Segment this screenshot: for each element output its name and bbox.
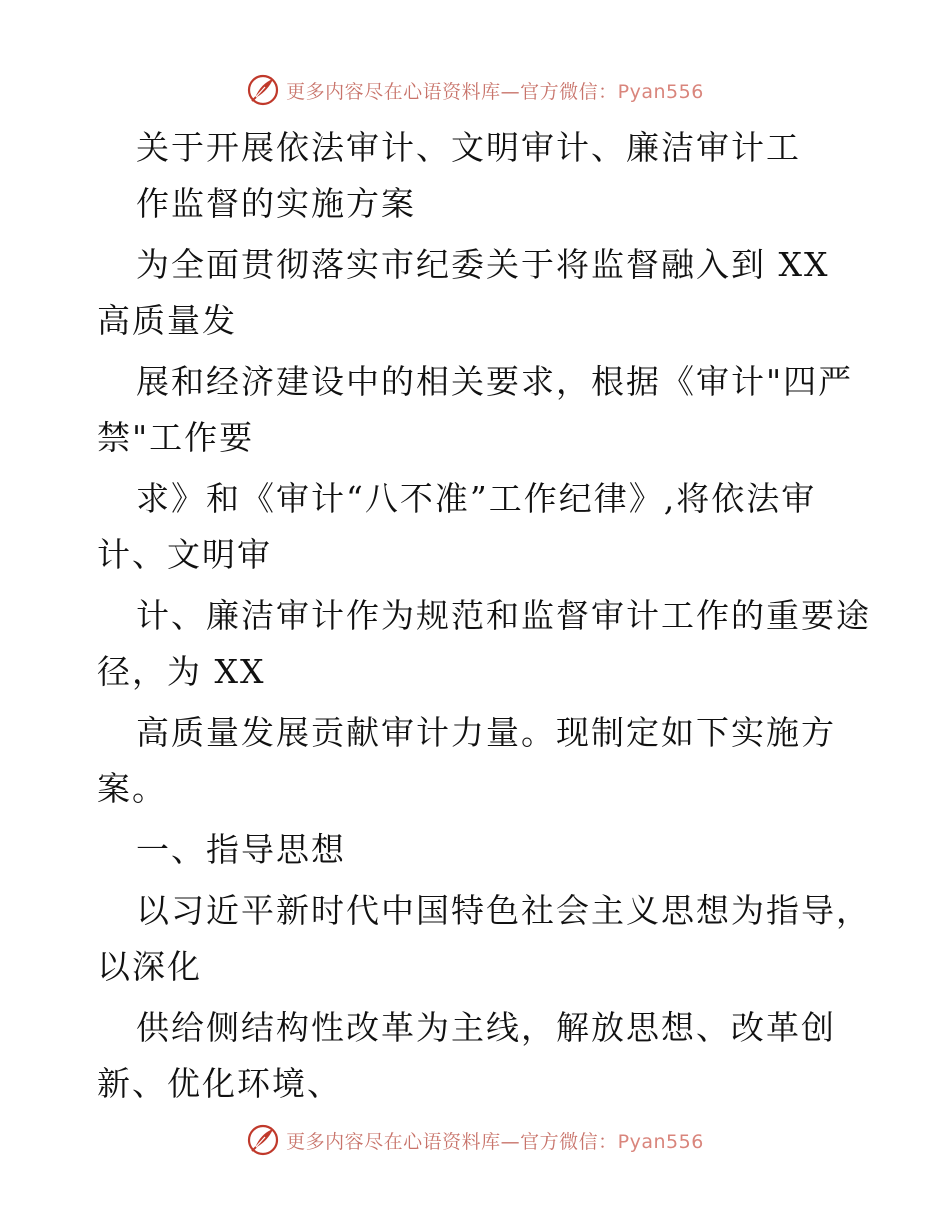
text-line: 为全面贯彻落实市纪委关于将监督融入到 XX: [136, 245, 830, 284]
text-line: 案。: [97, 769, 167, 808]
text-line: 作监督的实施方案: [136, 184, 416, 223]
text-line: 高质量发展贡献审计力量。现制定如下实施方: [136, 713, 836, 752]
text-line: 高质量发: [97, 301, 237, 340]
text-line: 禁"工作要: [97, 418, 255, 457]
text-line: 关于开展依法审计、文明审计、廉洁审计工: [136, 128, 801, 167]
text-line: 计、文明审: [97, 535, 272, 574]
text-line: 求》和《审计“八不准”工作纪律》,将依法审: [136, 479, 817, 518]
section-heading: 一、指导思想: [136, 830, 346, 869]
text-line: 以习近平新时代中国特色社会主义思想为指导，: [136, 891, 871, 930]
watermark-wechat-id: Pyan556: [617, 1130, 704, 1153]
watermark-text: 更多内容尽在心语资料库—官方微信：: [286, 80, 618, 103]
text-line: 计、廉洁审计作为规范和监督审计工作的重要途: [136, 596, 871, 635]
text-line: 供给侧结构性改革为主线，解放思想、改革创: [136, 1008, 836, 1047]
watermark-wechat-id: Pyan556: [617, 80, 704, 103]
text-line: 以深化: [97, 947, 202, 986]
feather-pen-logo-icon: [246, 1123, 280, 1157]
feather-pen-logo-icon: [246, 73, 280, 107]
watermark-text: 更多内容尽在心语资料库—官方微信：: [286, 1130, 618, 1153]
text-line: 展和经济建设中的相关要求，根据《审计"四严: [136, 362, 854, 401]
watermark: [246, 73, 704, 107]
page-header-watermark: [0, 70, 950, 110]
text-line: 径，为 XX: [97, 652, 266, 691]
text-line: 新、优化环境、: [97, 1064, 342, 1103]
watermark: [246, 1123, 704, 1157]
page-footer-watermark: [0, 1120, 950, 1160]
